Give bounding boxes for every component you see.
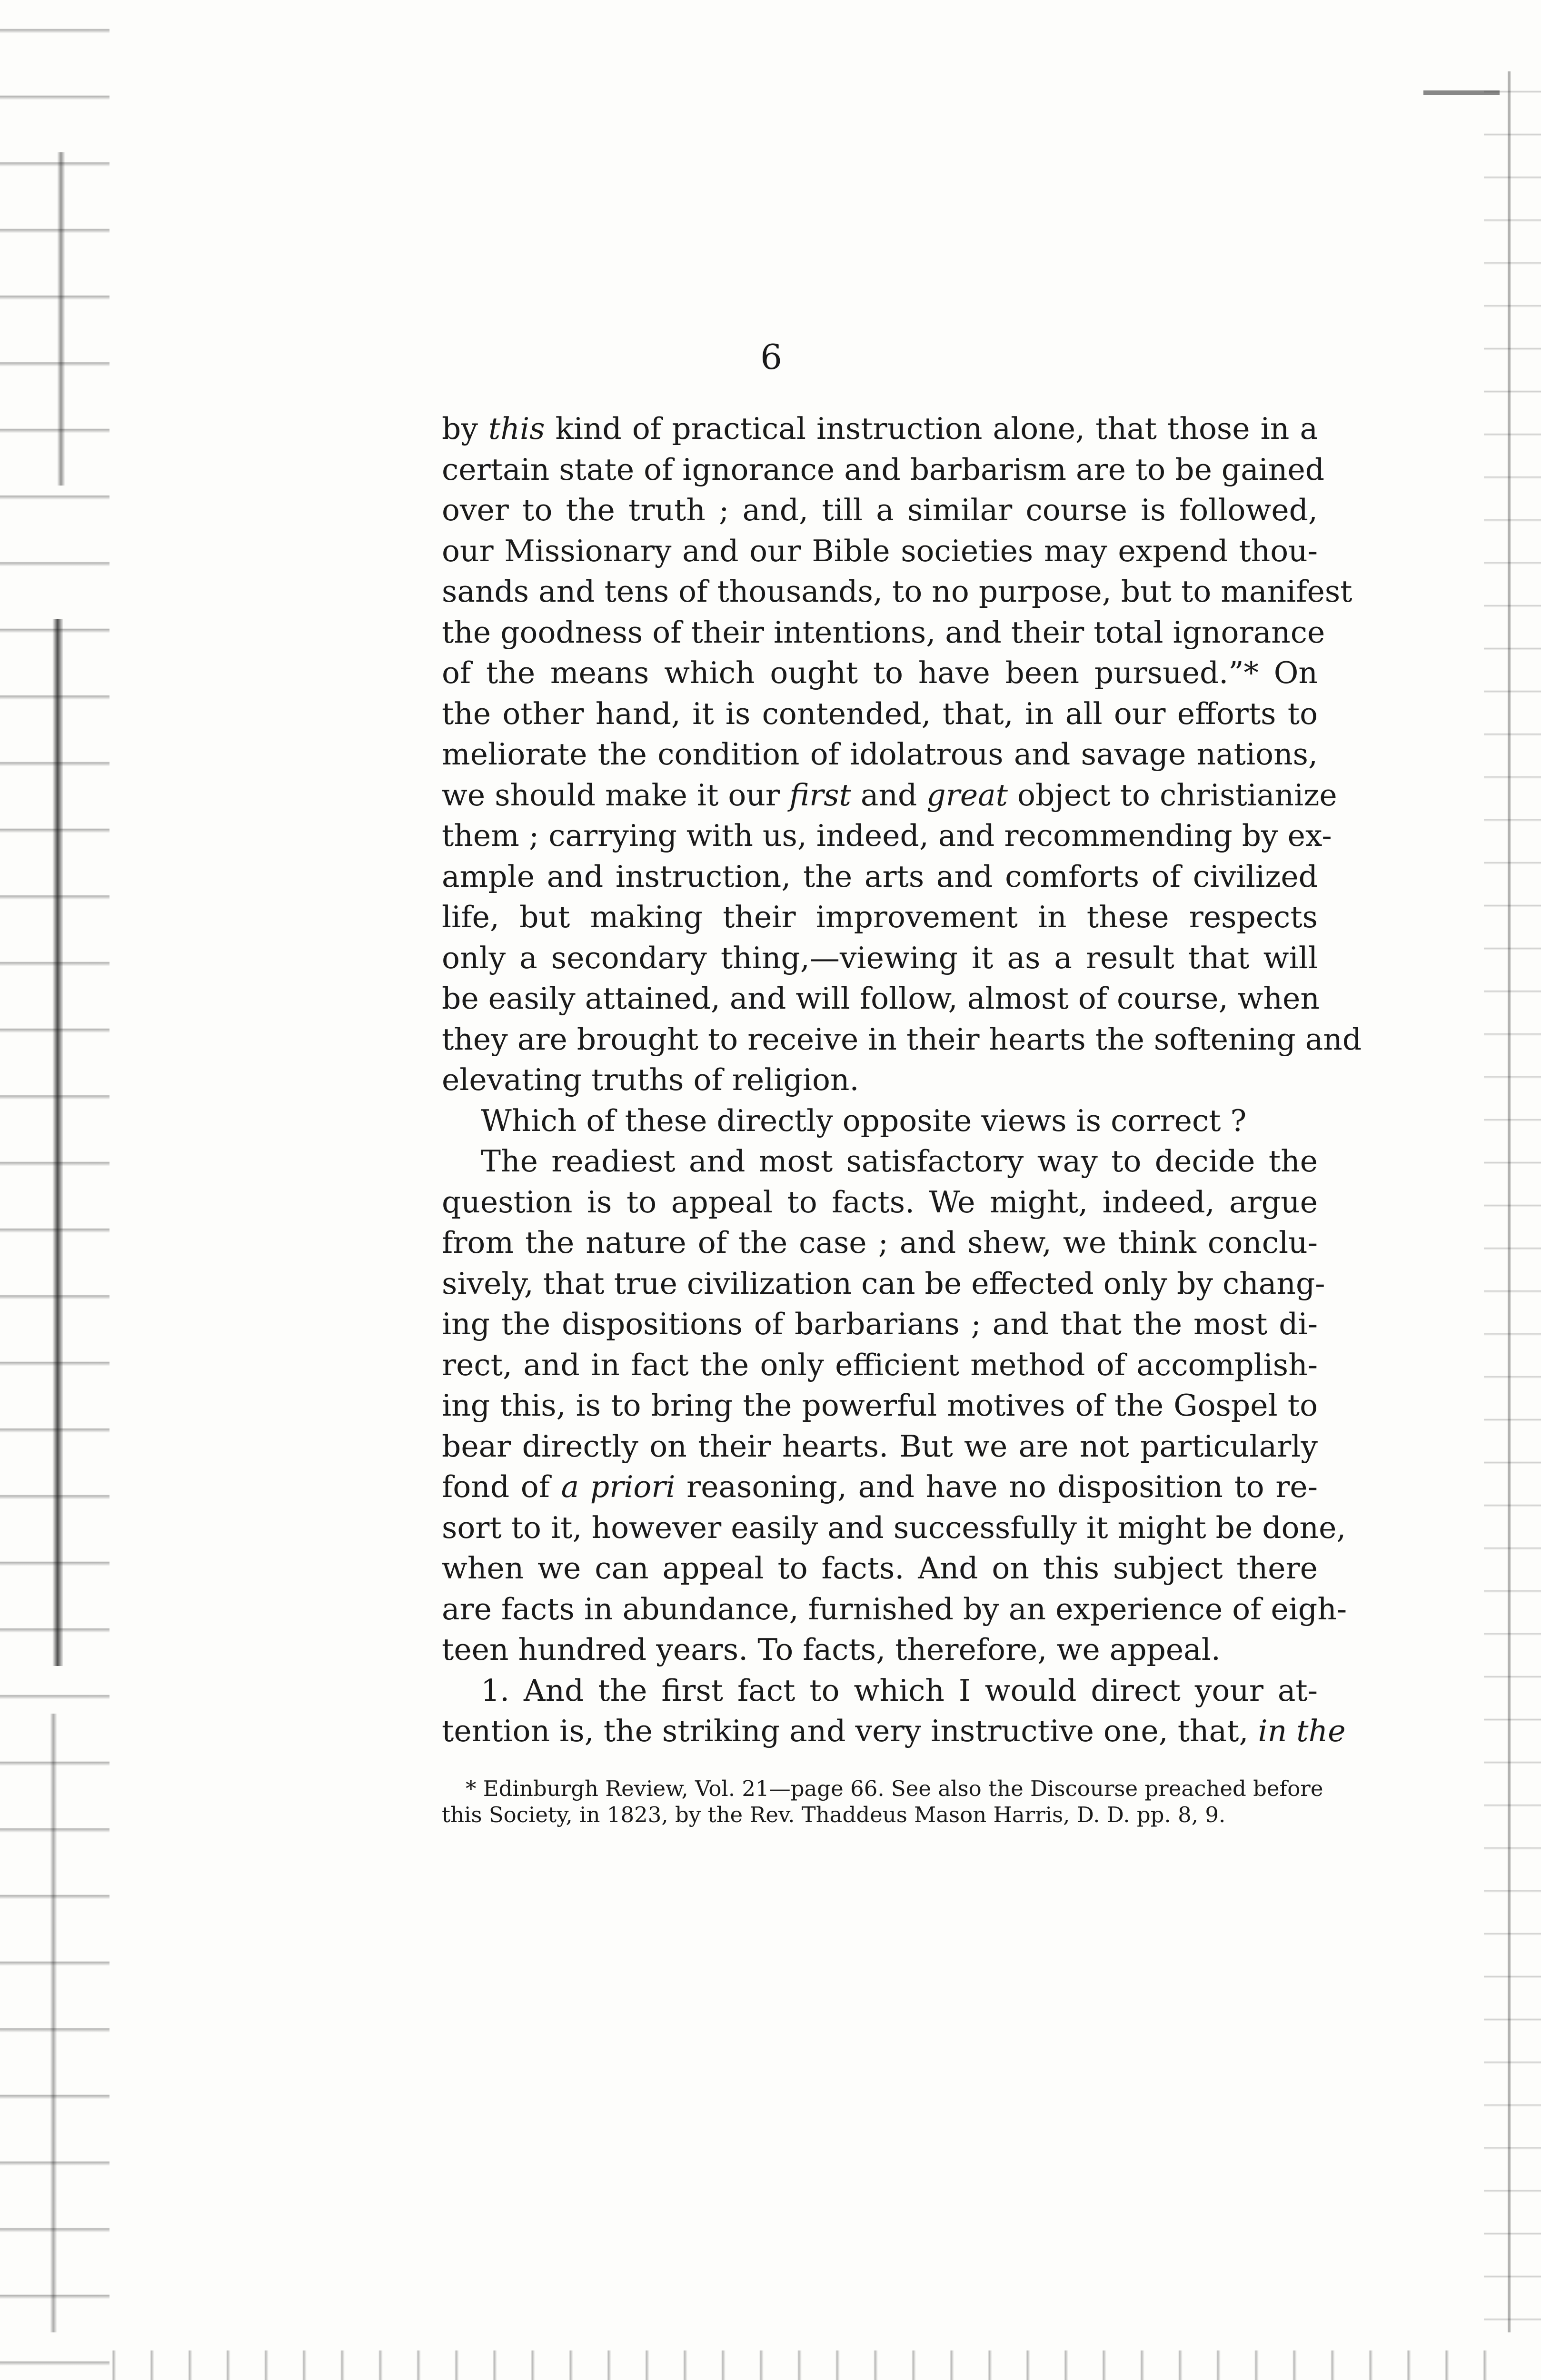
text-line: fond of a priori reasoning, and have no disposition to re- bbox=[442, 1469, 1318, 1504]
text-line: sands and tens of thousands, to no purpose, but to manifest bbox=[442, 574, 1352, 609]
binding-edge-shadow bbox=[0, 0, 109, 2380]
text-line: question is to appeal to facts. We might, indeed, argue bbox=[442, 1184, 1318, 1220]
footnote-line: this Society, in 1823, by the Rev. Thaddeus Mason Harris, D. D. pp. 8, 9. bbox=[442, 1802, 1226, 1827]
text-line: 1. And the first fact to which I would direct your at- bbox=[481, 1673, 1318, 1708]
text-line: of the means which ought to have been pursued.”* On bbox=[442, 655, 1318, 690]
text-line: ing the dispositions of barbarians ; and that the most di- bbox=[442, 1307, 1318, 1341]
text-line: The readiest and most satisfactory way to decide the bbox=[481, 1144, 1318, 1179]
text-line: Which of these directly opposite views is correct ? bbox=[481, 1103, 1247, 1138]
text-line: sort to it, however easily and successfully it might be done, bbox=[442, 1510, 1346, 1545]
text-line: they are brought to receive in their hearts the softening and bbox=[442, 1021, 1362, 1057]
binding-shadow-middle bbox=[52, 619, 63, 1666]
bottom-page-edge bbox=[95, 2350, 1500, 2380]
text-line: only a secondary thing,—viewing it as a result that will bbox=[442, 940, 1318, 975]
text-line: certain state of ignorance and barbarism are to be gained bbox=[442, 452, 1325, 487]
paragraph-2 bbox=[442, 1101, 1318, 1141]
paragraph-4 bbox=[442, 1670, 1346, 1752]
text-line: over to the truth ; and, till a similar course is followed, bbox=[442, 493, 1318, 527]
text-line: teen hundred years. To facts, therefore, we appeal. bbox=[442, 1632, 1221, 1667]
text-line: by this kind of practical instruction alone, that those in a bbox=[442, 411, 1318, 446]
text-line: ample and instruction, the arts and comforts of civilized bbox=[442, 859, 1318, 894]
footnote-line: * Edinburgh Review, Vol. 21—page 66. See also the Discourse preached before bbox=[466, 1776, 1323, 1801]
binding-shadow-bottom bbox=[50, 1714, 57, 2332]
text-line: elevating truths of religion. bbox=[442, 1062, 859, 1097]
text-line: tention is, the striking and very instructive one, that, in the bbox=[442, 1714, 1346, 1748]
text-line: rect, and in fact the only efficient method of accomplish- bbox=[442, 1347, 1318, 1382]
text-line: sively, that true civilization can be effected only by chang- bbox=[442, 1266, 1325, 1301]
text-line: them ; carrying with us, indeed, and recommending by ex- bbox=[442, 818, 1332, 853]
paragraph-3 bbox=[442, 1141, 1347, 1670]
text-line: we should make it our first and great object to christianize bbox=[442, 777, 1337, 813]
text-line: our Missionary and our Bible societies may expend thou- bbox=[442, 533, 1318, 568]
text-line: when we can appeal to facts. And on this subject there bbox=[442, 1551, 1318, 1586]
text-line: meliorate the condition of idolatrous and savage nations, bbox=[442, 737, 1318, 772]
paragraph-1 bbox=[442, 408, 1362, 1101]
text-line: from the nature of the case ; and shew, we think conclu- bbox=[442, 1225, 1318, 1260]
text-line: the other hand, it is contended, that, in all our efforts to bbox=[442, 696, 1318, 731]
text-line: life, but making their improvement in these respects bbox=[442, 900, 1318, 934]
right-page-edge bbox=[1484, 71, 1541, 2356]
page-number: 6 bbox=[760, 337, 782, 377]
top-right-edge-mark bbox=[1423, 90, 1500, 95]
binding-shadow-top bbox=[57, 152, 65, 486]
footnote bbox=[442, 1775, 1323, 1828]
right-edge-line bbox=[1508, 71, 1511, 2332]
body-text bbox=[442, 408, 1362, 1752]
text-line: ing this, is to bring the powerful motives of the Gospel to bbox=[442, 1388, 1318, 1423]
text-line: be easily attained, and will follow, almost of course, when bbox=[442, 981, 1320, 1016]
text-line: the goodness of their intentions, and their total ignorance bbox=[442, 615, 1325, 650]
text-line: bear directly on their hearts. But we are not particularly bbox=[442, 1428, 1318, 1464]
text-line: are facts in abundance, furnished by an experience of eigh- bbox=[442, 1591, 1347, 1626]
